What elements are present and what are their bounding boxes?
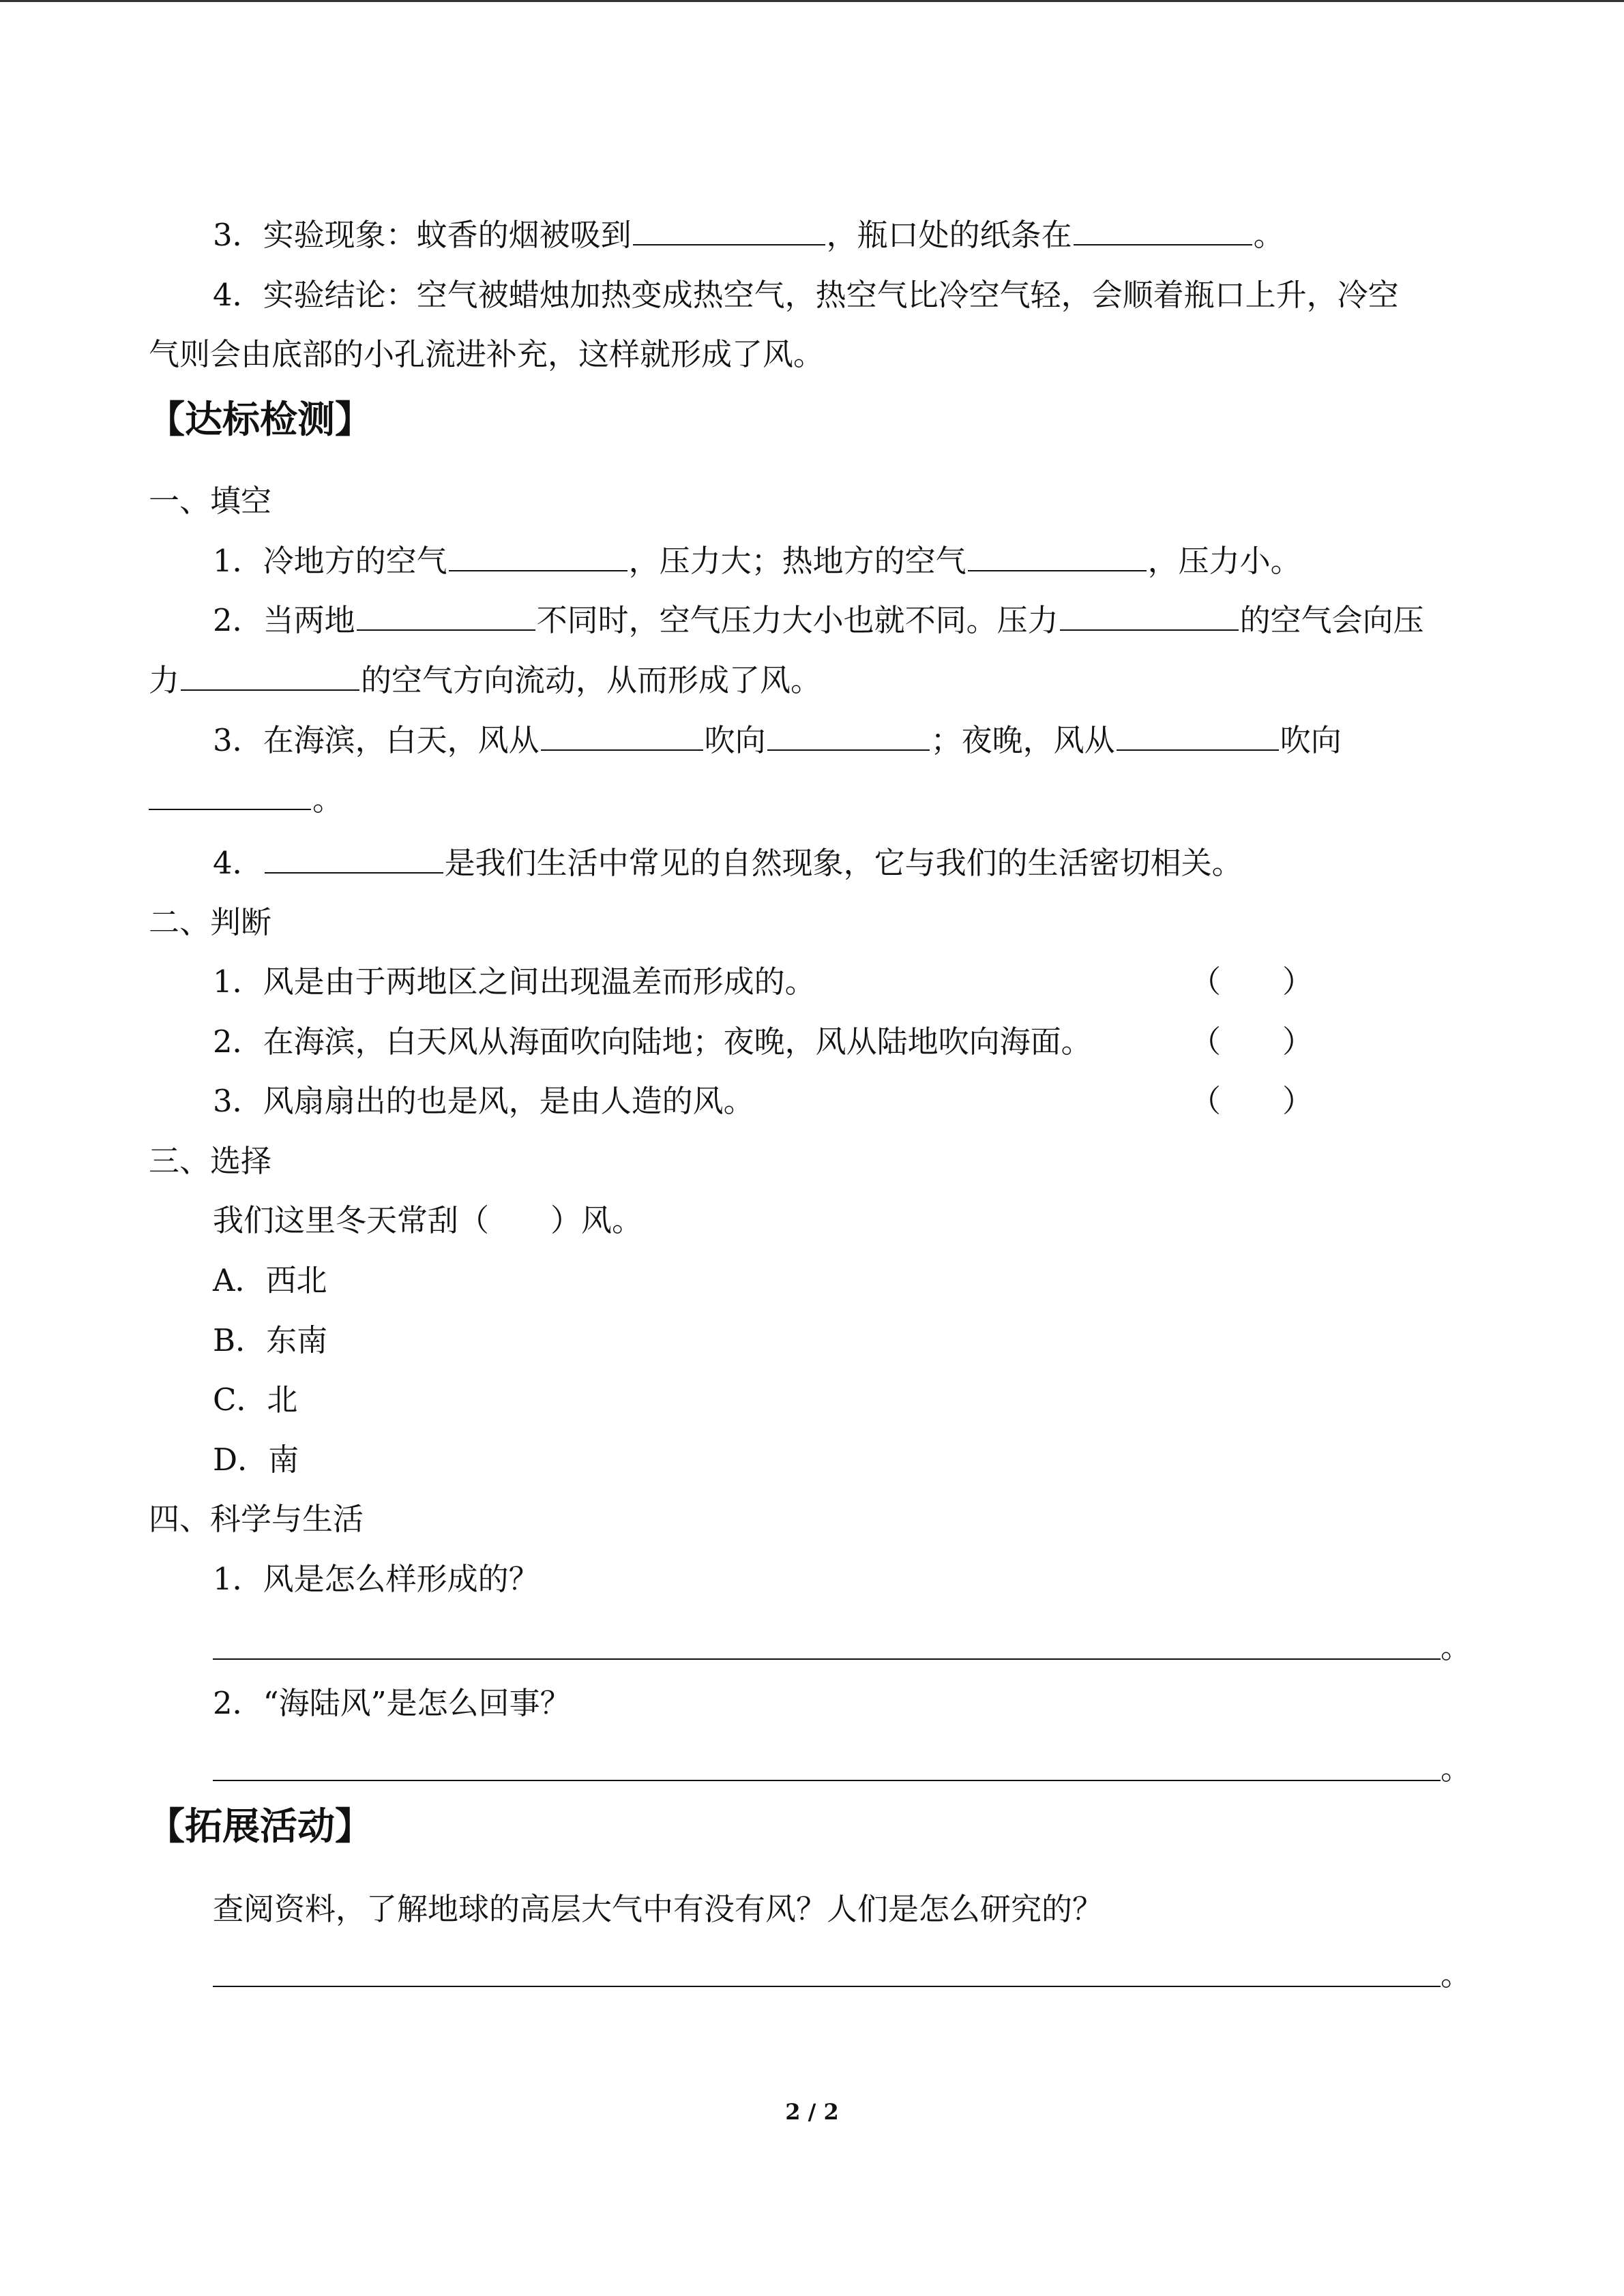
fill-question-2-cont: 力 的空气方向流动，从而形成了风。 <box>149 662 822 698</box>
page-number: 2 / 2 <box>785 2099 839 2125</box>
answer-parentheses[interactable]: （ ） <box>1190 1024 1314 1060</box>
choice-question: 我们这里冬天常刮（ ）风。 <box>213 1202 643 1238</box>
blank[interactable] <box>968 541 1147 571</box>
answer-line[interactable] <box>213 1780 1441 1781</box>
blank[interactable] <box>181 661 359 691</box>
life-question-2: 2．“海陆风”是怎么回事？ <box>213 1685 571 1721</box>
choice-option-a[interactable]: A．西北 <box>213 1262 327 1298</box>
blank[interactable] <box>149 780 311 810</box>
experiment-item-4-cont: 气则会由底部的小孔流进补充，这样就形成了风。 <box>149 336 825 372</box>
experiment-item-3: 3．实验现象：蚊香的烟被吸到 ，瓶口处的纸条在 。 <box>213 217 1284 253</box>
choice-option-c[interactable]: C．北 <box>213 1382 298 1418</box>
judge-item-3: 3．风扇扇出的也是风，是由人造的风。 <box>213 1083 754 1119</box>
life-section-title: 四、科学与生活 <box>149 1501 364 1537</box>
answer-parentheses[interactable]: （ ） <box>1190 1083 1314 1119</box>
answer-line[interactable] <box>213 1986 1441 1987</box>
choice-section-title: 三、选择 <box>149 1143 272 1179</box>
fill-section-title: 一、填空 <box>149 483 272 519</box>
fill-question-4: 4． 是我们生活中常见的自然现象，它与我们的生活密切相关。 <box>213 845 1243 881</box>
judge-section-title: 二、判断 <box>149 904 272 940</box>
blank[interactable] <box>767 721 930 751</box>
experiment-item-4: 4．实验结论：空气被蜡烛加热变成热空气，热空气比冷空气轻，会顺着瓶口上升，冷空 <box>213 277 1399 313</box>
judge-item-1: 1．风是由于两地区之间出现温差而形成的。 <box>213 964 816 1000</box>
blank[interactable] <box>1074 215 1252 245</box>
fill-question-2: 2．当两地 不同时，空气压力大小也就不同。压力 的空气会向压 <box>213 602 1424 638</box>
fill-question-1: 1．冷地方的空气 ，压力大；热地方的空气 ，压力小。 <box>213 543 1301 579</box>
answer-parentheses[interactable]: （ ） <box>1190 964 1314 1000</box>
blank[interactable] <box>633 215 825 245</box>
answer-line[interactable] <box>213 1658 1441 1660</box>
blank[interactable] <box>1117 721 1279 751</box>
fill-question-3-cont: 。 <box>149 779 343 820</box>
blank[interactable] <box>1060 601 1239 631</box>
choice-option-b[interactable]: B．东南 <box>213 1322 328 1358</box>
choice-option-d[interactable]: D．南 <box>213 1442 299 1478</box>
fill-question-3: 3．在海滨，白天，风从 吹向 ；夜晚，风从 吹向 <box>213 722 1342 758</box>
life-question-1: 1．风是怎么样形成的？ <box>213 1561 540 1597</box>
answer-period: 。 <box>1441 1956 1472 1993</box>
answer-period: 。 <box>1441 1750 1472 1787</box>
judge-item-2: 2．在海滨，白天风从海面吹向陆地；夜晚，风从陆地吹向海面。 <box>213 1024 1092 1060</box>
extend-question: 查阅资料，了解地球的高层大气中有没有风？人们是怎么研究的？ <box>213 1891 1104 1927</box>
blank[interactable] <box>541 721 703 751</box>
section-heading-extended-activity: 【拓展活动】 <box>147 1804 373 1848</box>
answer-period: 。 <box>1441 1629 1472 1665</box>
blank[interactable] <box>449 541 628 571</box>
section-heading-standard-test: 【达标检测】 <box>147 398 373 441</box>
blank[interactable] <box>265 844 443 874</box>
blank[interactable] <box>357 601 535 631</box>
